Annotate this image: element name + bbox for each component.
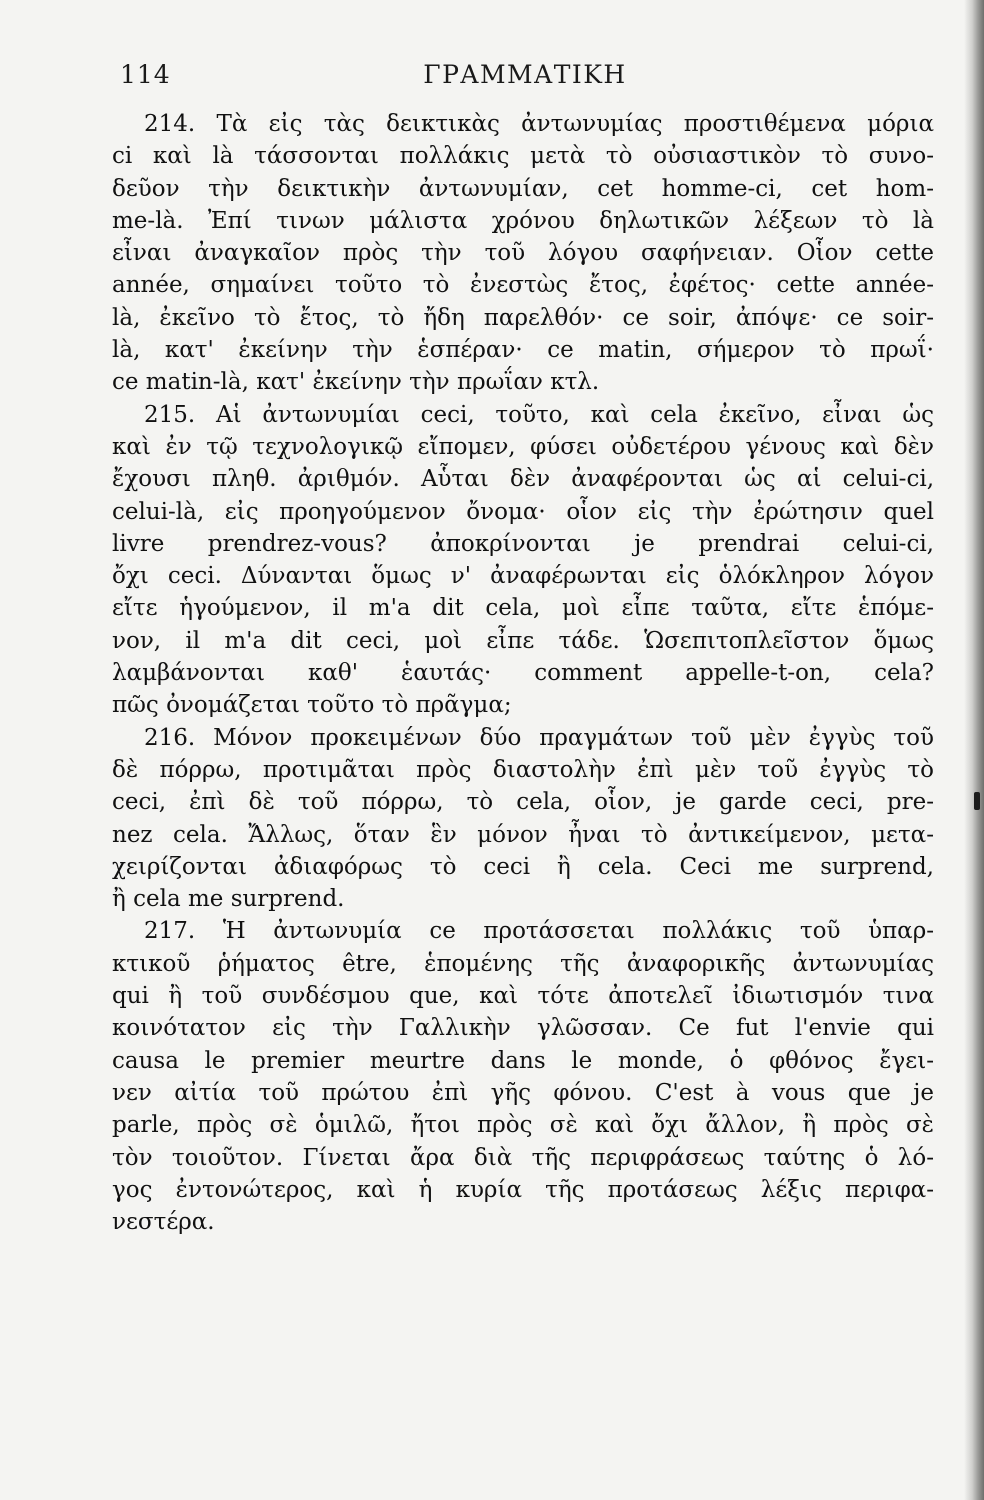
text-line: δὲ πόρρω, προτιμᾶται πρὸς διαστολὴν ἐπὶ μὲν τοῦ ἐγγὺς τὸ	[112, 756, 934, 783]
page-header	[120, 60, 930, 100]
page-binding-edge	[964, 0, 984, 1500]
body-text	[112, 108, 934, 1238]
paragraph-217	[112, 915, 934, 1238]
text-line: 214. Τὰ εἰς τὰς δεικτικὰς ἀντωνυμίας προστιθέμενα μόρια	[144, 111, 934, 137]
text-line: me-là. Ἐπί τινων μάλιστα χρόνου δηλωτικῶν λέξεων τὸ là	[112, 207, 934, 234]
text-line: εἶναι ἀναγκαῖον πρὸς τὴν τοῦ λόγου σαφήνειαν. Οἷον cette	[112, 240, 934, 267]
text-line: ἔχουσι πληθ. ἀριθμόν. Αὗται δὲν ἀναφέρονται ὡς αἱ celui-ci,	[112, 466, 934, 493]
text-line: année, σημαίνει τοῦτο τὸ ἐνεστὼς ἔτος, ἐφέτος· cette année-	[112, 272, 934, 299]
text-line: δεῦον τὴν δεικτικὴν ἀντωνυμίαν, cet homme-ci, cet hom-	[112, 175, 934, 202]
scan-mark	[974, 792, 980, 810]
text-line: τὸν τοιοῦτον. Γίνεται ἄρα διὰ τῆς περιφράσεως ταύτης ὁ λό-	[112, 1144, 934, 1171]
text-line: κτικοῦ ῥήματος être, ἑπομένης τῆς ἀναφορικῆς ἀντωνυμίας	[112, 950, 934, 977]
text-line: causa le premier meurtre dans le monde, ὁ φθόνος ἔγει-	[112, 1047, 934, 1074]
text-line: καὶ ἐν τῷ τεχνολογικῷ εἴπομεν, φύσει οὐδετέρου γένους καὶ δὲν	[112, 433, 934, 460]
text-line: nez cela. Ἄλλως, ὅταν ἓν μόνον ἦναι τὸ ἀντικείμενον, μετα-	[112, 821, 934, 848]
text-line: ci καὶ là τάσσονται πολλάκις μετὰ τὸ οὐσιαστικὸν τὸ συνο-	[112, 143, 934, 170]
text-line: 217. Ἡ ἀντωνυμία ce προτάσσεται πολλάκις τοῦ ὑπαρ-	[144, 918, 934, 945]
page-number: 114	[120, 60, 171, 89]
paragraph-214	[112, 108, 934, 399]
text-line: là, κατ' ἐκείνην τὴν ἑσπέραν· ce matin, σήμερον τὸ πρωΐ·	[112, 337, 934, 364]
text-line: 216. Μόνον προκειμένων δύο πραγμάτων τοῦ μὲν ἐγγὺς τοῦ	[144, 724, 934, 751]
text-line: νον, il m'a dit ceci, μοὶ εἶπε τάδε. Ὡσεπιτοπλεῖστον ὅμως	[112, 627, 934, 654]
paragraph-216	[112, 722, 934, 916]
text-line: νεν αἰτία τοῦ πρώτου ἐπὶ γῆς φόνου. C'est à vous que je	[112, 1079, 934, 1106]
text-line: λαμβάνονται καθ' ἑαυτάς· comment appelle-t-on, cela?	[112, 660, 934, 687]
text-line: νεστέρα.	[112, 1209, 215, 1236]
text-line: 215. Αἱ ἀντωνυμίαι ceci, τοῦτο, καὶ cela ἐκεῖνο, εἶναι ὡς	[144, 401, 934, 428]
text-line: parle, πρὸς σὲ ὁμιλῶ, ἤτοι πρὸς σὲ καὶ ὄχι ἄλλον, ἢ πρὸς σὲ	[112, 1112, 934, 1139]
paragraph-215	[112, 399, 934, 722]
text-line: ceci, ἐπὶ δὲ τοῦ πόρρω, τὸ cela, οἷον, je garde ceci, pre-	[112, 789, 934, 816]
text-line: εἴτε ἡγούμενον, il m'a dit cela, μοὶ εἶπε ταῦτα, εἴτε ἑπόμε-	[112, 595, 934, 622]
text-line: ὄχι ceci. Δύνανται ὅμως ν' ἀναφέρωνται εἰς ὁλόκληρον λόγον	[112, 563, 934, 590]
text-line: κοινότατον εἰς τὴν Γαλλικὴν γλῶσσαν. Ce fut l'envie qui	[112, 1015, 934, 1042]
text-line: livre prendrez-vous? ἀποκρίνονται je prendrai celui-ci,	[112, 530, 934, 557]
text-line: celui-là, εἰς προηγούμενον ὄνομα· οἷον εἰς τὴν ἐρώτησιν quel	[112, 498, 934, 525]
text-line: πῶς ὀνομάζεται τοῦτο τὸ πρᾶγμα;	[112, 692, 512, 719]
text-line: ἢ cela me surprend.	[112, 886, 345, 913]
text-line: γος ἐντονώτερος, καὶ ἡ κυρία τῆς προτάσεως λέξις περιφα-	[112, 1176, 934, 1203]
text-line: qui ἢ τοῦ συνδέσμου que, καὶ τότε ἀποτελεῖ ἰδιωτισμόν τινα	[112, 983, 934, 1010]
running-title: ΓΡΑΜΜΑΤΙΚΗ	[423, 60, 627, 89]
text-line: là, ἐκεῖνο τὸ ἔτος, τὸ ἤδη παρελθόν· ce soir, ἀπόψε· ce soir-	[112, 304, 934, 331]
text-line: χειρίζονται ἀδιαφόρως τὸ ceci ἢ cela. Ceci me surprend,	[112, 853, 934, 880]
text-line: ce matin-là, κατ' ἐκείνην τὴν πρωΐαν κτλ.	[112, 369, 600, 396]
